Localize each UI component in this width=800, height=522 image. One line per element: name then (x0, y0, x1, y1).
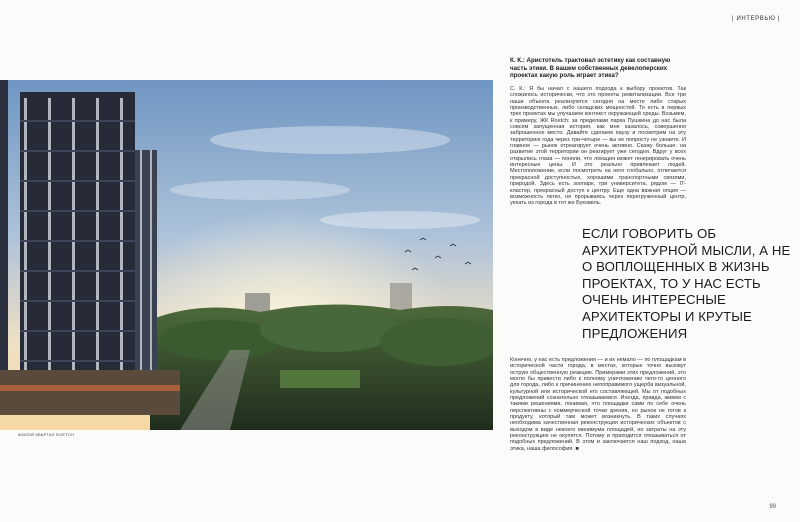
page-number: 99 (769, 504, 776, 510)
pull-quote: ЕСЛИ ГОВОРИТЬ ОБ АРХИТЕКТУРНОЙ МЫСЛИ, А НЕ О ВОПЛОЩЕННЫХ В ЖИЗНЬ ПРОЕКТАХ, ТО У НАС ЕСТЬ ОЧЕНЬ ИНТЕРЕСНЫЕ АРХИТЕКТОРЫ И КРУТЫЕ ПРЕДЛОЖЕНИЯ (582, 226, 791, 341)
answer-paragraph-2: Конечно, у нас есть предложения — и их немало — по площадкам в исторической части города, в местах, которые точно вызовут острую общественную реакцию. Примерами этих предложений, это могло бы привести либо к полному уничтожению чего-то ценного для города, либо к причинению непоправимого ущерба визуальной, культурной или исторической его составляющей. Мы от подобных предложений сознательно отказываемся. Иногда, правда, живем с такими решениями, понимая, что площадки сами по себе очень перспективны с коммерческой точки зрения, но рынок не готов к продукту, который там может возникнуть. В таких случаях необходима качественная реконструкция исторических объектов с выходом в виде некоего минимума площадей, но затраты на эту реконструкцию не окупятся. Потому и приходится отказываться от подобных предложений. В этом и заключается наш подход, наша этика, наша философия. ■ (510, 357, 686, 452)
photo-caption: ЖИЛОЙ КВАРТАЛ ROETCH (18, 432, 75, 437)
section-label: | ИНТЕРВЬЮ | (732, 16, 780, 22)
interview-question: К. К.: Аристотель трактовал эстетику как составную часть этики. В вашем собственных девелоперских проектах какую роль играет этика? (510, 57, 671, 80)
residential-tower-illustration (0, 80, 493, 430)
building-photo (0, 80, 493, 430)
answer-paragraph-1: С. К.: Я бы начал с нашего подхода к выбору проектов. Так сложилось исторически, что это проекты ревитализации. Все три наши объекта реализуются сегодня на месте либо старых производственных, либо складских мощностей. То есть в первых трех проектах мы улучшаем контекст окружающей среды. Возьмем, к примеру, ЖК Roetch: за пределами парка Пушкина до нас была совсем запущенная история, как мне казалось, совершенно заброшенное место. Давайте сделаем паузу и посмотрим на эту территорию года через три-четыре — вы ее попросту не узнаете. И главное — рынок отреагирует очень активно. Скажу больше: на развитие этой территории он реагирует уже сегодня. Вдруг у всех открылись глаза — поняли, что локация может генерировать очень интересные цены. И это реально привлекает людей. Местоположение, если посмотреть на него глобально, отличается прекрасной доступностью, хорошими транспортными связями, природой. Здесь есть зоопарк, три университета, рядом — IT-кластер, прекрасный доступ к центру. Еще одна важная опция — возможность легко, не прорываясь через перегруженный центр, уехать из города в тот же Буковель. (510, 86, 686, 207)
